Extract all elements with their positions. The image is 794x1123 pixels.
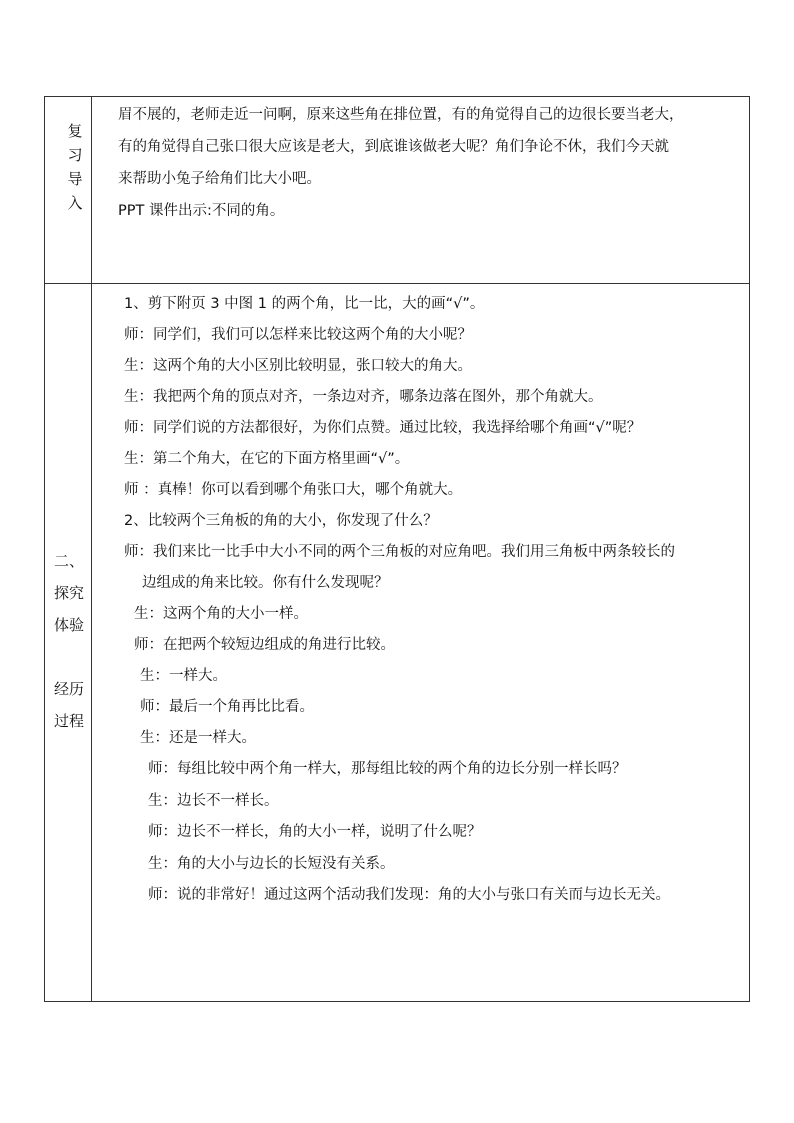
text-line: 师：每组比较中两个角一样大，那每组比较的两个角的边长分别一样长吗？ bbox=[148, 761, 627, 777]
text-line: PPT 课件出示:不同的角。 bbox=[118, 203, 285, 219]
text-line: 有的角觉得自己张口很大应该是老大，到底谁该做老大呢？角们争论不休，我们今天就 bbox=[118, 139, 669, 155]
text-line: 眉不展的，老师走近一问啊，原来这些角在排位置，有的角觉得自己的边很长要当老大， bbox=[118, 107, 684, 123]
section2-label-line: 探究 bbox=[53, 584, 84, 602]
section1-label-char: 习 bbox=[67, 146, 83, 164]
text-line: 生：一样大。 bbox=[140, 668, 227, 684]
text-line: 生：还是一样大。 bbox=[140, 730, 256, 746]
text-line: 生：边长不一样长。 bbox=[148, 793, 279, 809]
text-line: 师：边长不一样长，角的大小一样，说明了什么呢？ bbox=[148, 824, 482, 840]
text-line: 师：说的非常好！通过这两个活动我们发现：角的大小与张口有关而与边长无关。 bbox=[148, 887, 670, 903]
text-line: 生：我把两个角的顶点对齐，一条边对齐，哪条边落在图外，那个角就大。 bbox=[124, 389, 603, 405]
section2-label bbox=[47, 545, 91, 737]
text-line: 师：我们来比一比手中大小不同的两个三角板的对应角吧。我们用三角板中两条较长的 bbox=[124, 544, 675, 560]
text-line: 生：这两个角的大小区别比较明显，张口较大的角大。 bbox=[124, 358, 472, 374]
text-line: 生：角的大小与边长的长短没有关系。 bbox=[148, 856, 395, 872]
text-line: 生：第二个角大，在它的下面方格里画“√”。 bbox=[124, 451, 410, 467]
section2-label-line: 过程 bbox=[53, 712, 84, 730]
text-line: 师：最后一个角再比比看。 bbox=[140, 699, 314, 715]
section2-label-line: 体验 bbox=[53, 616, 84, 634]
text-line: 师：在把两个较短边组成的角进行比较。 bbox=[134, 637, 395, 653]
text-line: 边组成的角来比较。你有什么发现呢？ bbox=[142, 575, 389, 591]
section1-label-char: 入 bbox=[67, 194, 83, 212]
text-line: 1、剪下附页 3 中图 1 的两个角，比一比，大的画“√”。 bbox=[124, 296, 485, 312]
column-divider bbox=[91, 97, 92, 1001]
text-line: 师：同学们说的方法都很好，为你们点赞。通过比较，我选择给哪个角画“√”呢？ bbox=[124, 420, 642, 436]
text-line: 来帮助小兔子给角们比大小吧。 bbox=[118, 171, 321, 187]
section1-label bbox=[53, 119, 97, 215]
section1-label-char: 导 bbox=[67, 170, 83, 188]
text-line: 师 ：真棒！你可以看到哪个角张口大，哪个角就大。 bbox=[124, 482, 463, 498]
text-line: 师：同学们，我们可以怎样来比较这两个角的大小呢？ bbox=[124, 327, 472, 343]
section2-label-line: 二、 bbox=[53, 552, 84, 570]
text-line: 2、比较两个三角板的角的大小，你发现了什么？ bbox=[124, 513, 438, 529]
row-divider bbox=[45, 283, 749, 284]
section1-label-char: 复 bbox=[67, 122, 83, 140]
section2-label-line: 经历 bbox=[53, 680, 84, 698]
text-line: 生：这两个角的大小一样。 bbox=[134, 606, 308, 622]
section2-label-line bbox=[47, 641, 91, 673]
